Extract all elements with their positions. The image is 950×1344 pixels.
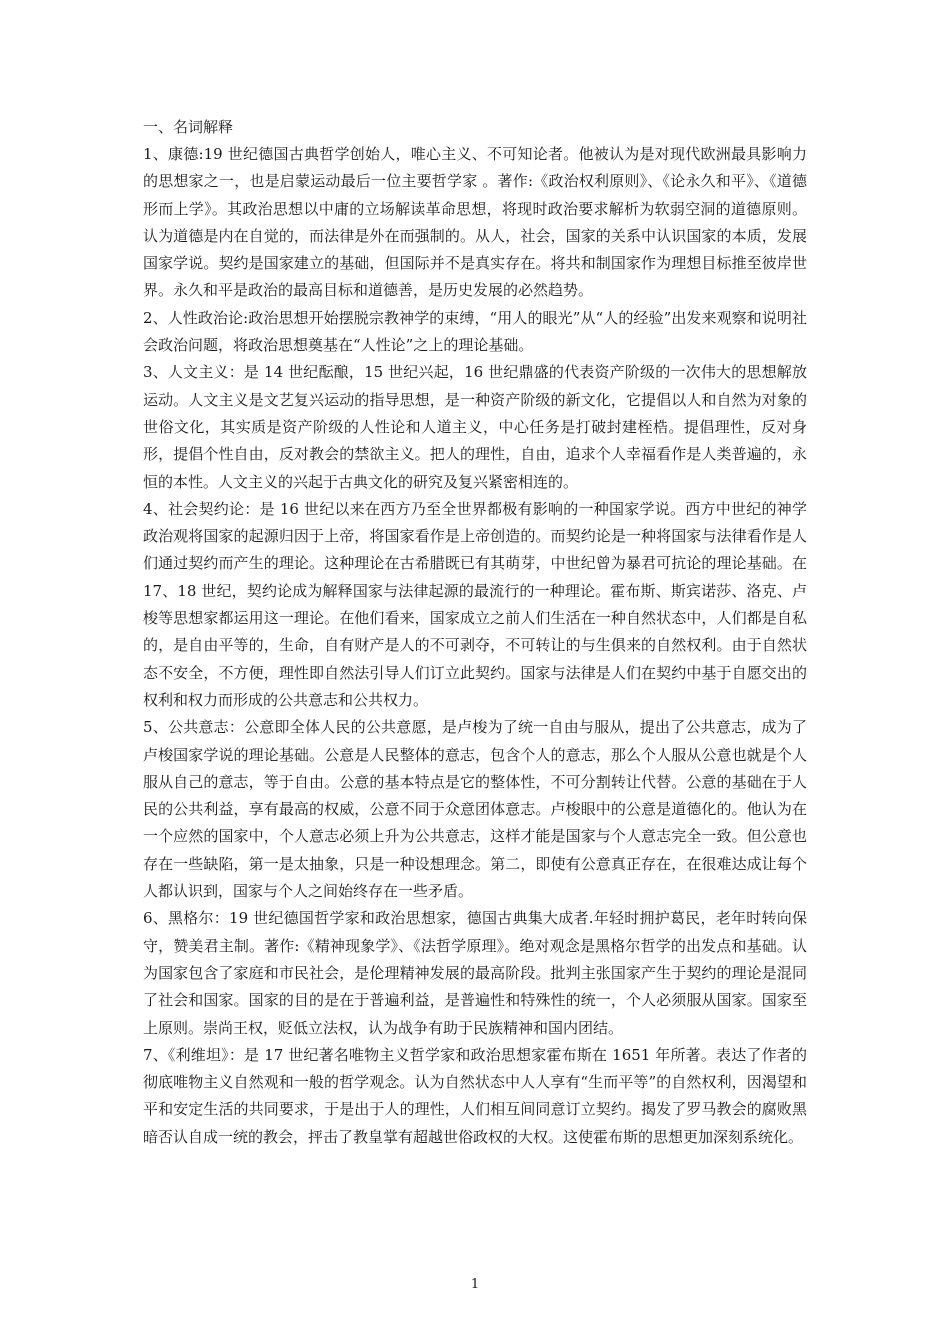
entry-general-will: 5、公共意志：公意即全体人民的公共意愿，是卢梭为了统一自由与服从，提出了公共意志，成为了卢梭国家学说的理论基础。公意是人民整体的意志，包含个人的意志，那么个人服从公意也就是个人服从自己的意志，等于自由。公意的基本特点是它的整体性，不可分割转让代替。公意的基础在于人民的公共利益，享有最高的权威，公意不同于众意团体意志。卢梭眼中的公意是道德化的。他认为在一个应然的国家中，个人意志必须上升为公共意志，这样才能是国家与个人意志完全一致。但公意也存在一些缺陷，第一是太抽象，只是一种设想理念。第二，即使有公意真正存在，在很难达成让每个人都认识到，国家与个人之间始终存在一些矛盾。: [143, 718, 807, 901]
entry-kant: 1、康德:19 世纪德国古典哲学创始人，唯心主义、不可知论者。他被认为是对现代欧洲最具影响力的思想家之一，也是启蒙运动最后一位主要哲学家 。著作:《政治权利原则》、《论永久和平》、《道德形而上学》。其政治思想以中庸的立场解读革命思想，将现时政治要求解析为软弱空洞的道德原则。认为道德是内在自觉的，而法律是外在而强制的。从人，社会，国家的关系中认识国家的本质，发展国家学说。契约是国家建立的基础，但国际并不是真实存在。将共和制国家作为理想目标推至彼岸世界。永久和平是政治的最高目标和道德善，是历史发展的必然趋势。: [143, 145, 807, 300]
entry-humanism: 3、人文主义：是 14 世纪酝酿，15 世纪兴起，16 世纪鼎盛的代表资产阶级的一次伟大的思想解放运动。人文主义是文艺复兴运动的指导思想，是一种资产阶级的新文化，它提倡以人和自然为对象的世俗文化，其实质是资产阶级的人性论和人道主义，中心任务是打破封建桎梏。提倡理性，反对身形，提倡个性自由，反对教会的禁欲主义。把人的理性，自由，追求个人幸福看作是人类普遍的，永恒的本性。人文主义的兴起于古典文化的研究及复兴紧密相连的。: [143, 363, 807, 491]
section-title: 一、名词解释: [143, 118, 234, 136]
entry-hegel: 6、黑格尔：19 世纪德国哲学家和政治思想家，德国古典集大成者.年轻时拥护葛民，老年时转向保守，赞美君主制。著作:《精神现象学》、《法哲学原理》。绝对观念是黑格尔哲学的出发点和基础。认为国家包含了家庭和市民社会，是伦理精神发展的最高阶段。批判主张国家产生于契约的理论是混同了社会和国家。国家的目的是在于普遍利益，是普遍性和特殊性的统一，个人必须服从国家。国家至上原则。崇尚王权，贬低立法权，认为战争有助于民族精神和国内团结。: [143, 909, 807, 1037]
entry-human-nature-politics: 2、人性政治论:政治思想开始摆脱宗教神学的束缚，“用人的眼光”从“人的经验”出发来观察和说明社会政治问题，将政治思想奠基在“人性论”之上的理论基础。: [143, 308, 807, 355]
entry-social-contract: 4、社会契约论：是 16 世纪以来在西方乃至全世界都极有影响的一种国家学说。西方中世纪的神学政治观将国家的起源归因于上帝，将国家看作是上帝创造的。而契约论是一种将国家与法律看作是人们通过契约而产生的理论。这种理论在古希腊既已有其萌芽，中世纪曾为暴君可抗论的理论基础。在 17、18 世纪，契约论成为解释国家与法律起源的最流行的一种理论。霍布斯、斯宾诺莎、洛克、卢梭等思想家都运用这一理论。在他们看来，国家成立之前人们生活在一种自然状态中，人们都是自私的，是自由平等的，生命，自有财产是人的不可剥夺，不可转让的与生俱来的自然权利。由于自然状态不安全，不方便，理性即自然法引导人们订立此契约。国家与法律是人们在契约中基于自愿交出的权利和权力而形成的公共意志和公共权力。: [143, 499, 807, 709]
document-body: [143, 114, 807, 1151]
page-number: 1: [470, 1277, 480, 1292]
entry-leviathan: 7、《利维坦》：是 17 世纪著名唯物主义哲学家和政治思想家霍布斯在 1651 年所著。表达了作者的彻底唯物主义自然观和一般的哲学观念。认为自然状态中人人享有“生而平等”的自然权利，因渴望和平和安定生活的共同要求，于是出于人的理性，人们相互间同意订立契约。揭发了罗马教会的腐败黑暗否认自成一统的教会，抨击了教皇掌有超越世俗政权的大权。这使霍布斯的思想更加深刻系统化。: [143, 1045, 807, 1146]
